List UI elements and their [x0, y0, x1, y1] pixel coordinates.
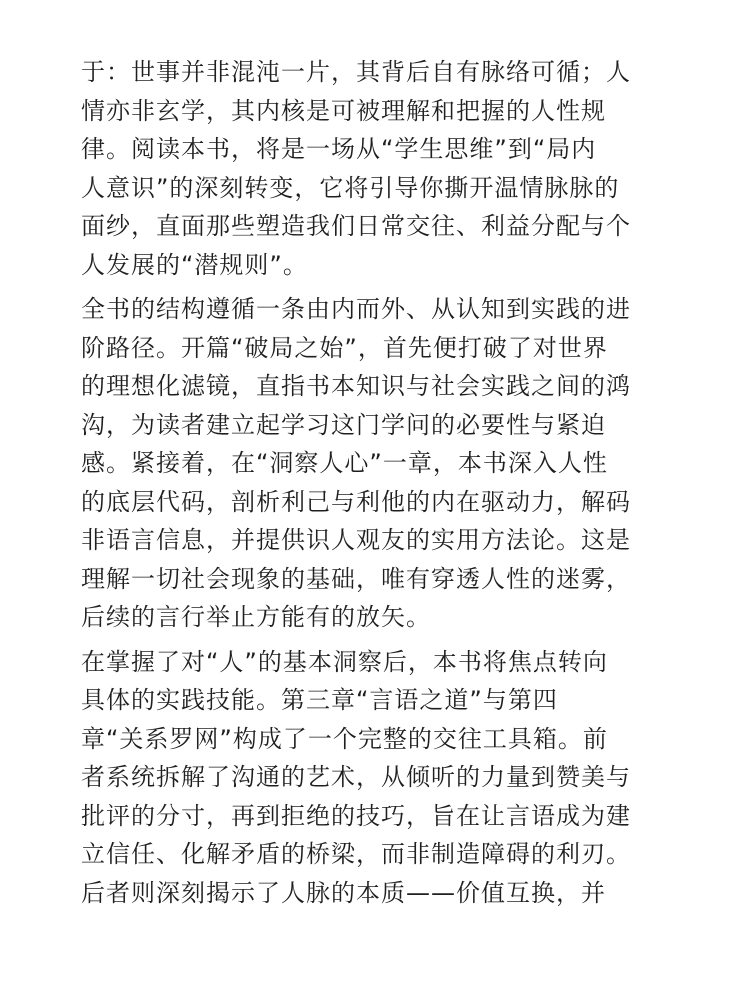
text-line: 律。阅读本书，将是一场从“学生思维”到“局内 — [81, 135, 597, 163]
text-line: 全书的结构遵循一条由内而外、从认知到实践的进 — [81, 295, 631, 323]
text-line: 情亦非玄学，其内核是可被理解和把握的人性规 — [81, 96, 606, 125]
text-line: 立信任、化解矛盾的桥梁，而非制造障碍的利刃。 — [81, 840, 631, 868]
text-line: 在掌握了对“人”的基本洞察后，本书将焦点转向 — [81, 647, 608, 676]
text-line: 阶路径。开篇“破局之始”，首先便打破了对世界 — [81, 333, 608, 362]
text-line: 章“关系罗网”构成了一个完整的交往工具箱。前 — [81, 724, 608, 753]
text-line: 后续的言行举止方能有的放矢。 — [81, 603, 431, 631]
text-line: 的底层代码，剖析利己与利他的内在驱动力，解码 — [81, 487, 631, 516]
paragraph-1 — [81, 53, 673, 284]
text-line: 者系统拆解了沟通的艺术，从倾听的力量到赞美与 — [81, 763, 631, 791]
paragraph-3 — [81, 643, 673, 913]
text-line: 理解一切社会现象的基础，唯有穿透人性的迷雾， — [81, 564, 631, 593]
text-line: 具体的实践技能。第三章“言语之道”与第四 — [81, 686, 558, 714]
text-line: 人发展的“潜规则”。 — [81, 250, 308, 279]
text-line: 非语言信息，并提供识人观友的实用方法论。这是 — [81, 526, 631, 554]
text-line: 的理想化滤镜，直指书本知识与社会实践之间的鸿 — [81, 372, 631, 400]
paragraph-2 — [81, 290, 673, 637]
text-line: 于：世事并非混沌一片，其背后自有脉络可循；人 — [81, 58, 631, 86]
text-line: 感。紧接着，在“洞察人心”一章，本书深入人性 — [81, 449, 608, 477]
text-line: 面纱，直面那些塑造我们日常交往、利益分配与个 — [81, 212, 631, 240]
text-line: 沟，为读者建立起学习这门学问的必要性与紧迫 — [81, 410, 606, 439]
text-line: 人意识”的深刻转变，它将引导你撕开温情脉脉的 — [81, 173, 620, 202]
document-body — [81, 53, 673, 918]
text-line: 批评的分寸，再到拒绝的技巧，旨在让言语成为建 — [81, 801, 631, 830]
text-line: 后者则深刻揭示了人脉的本质——价值互换，并 — [81, 878, 606, 907]
